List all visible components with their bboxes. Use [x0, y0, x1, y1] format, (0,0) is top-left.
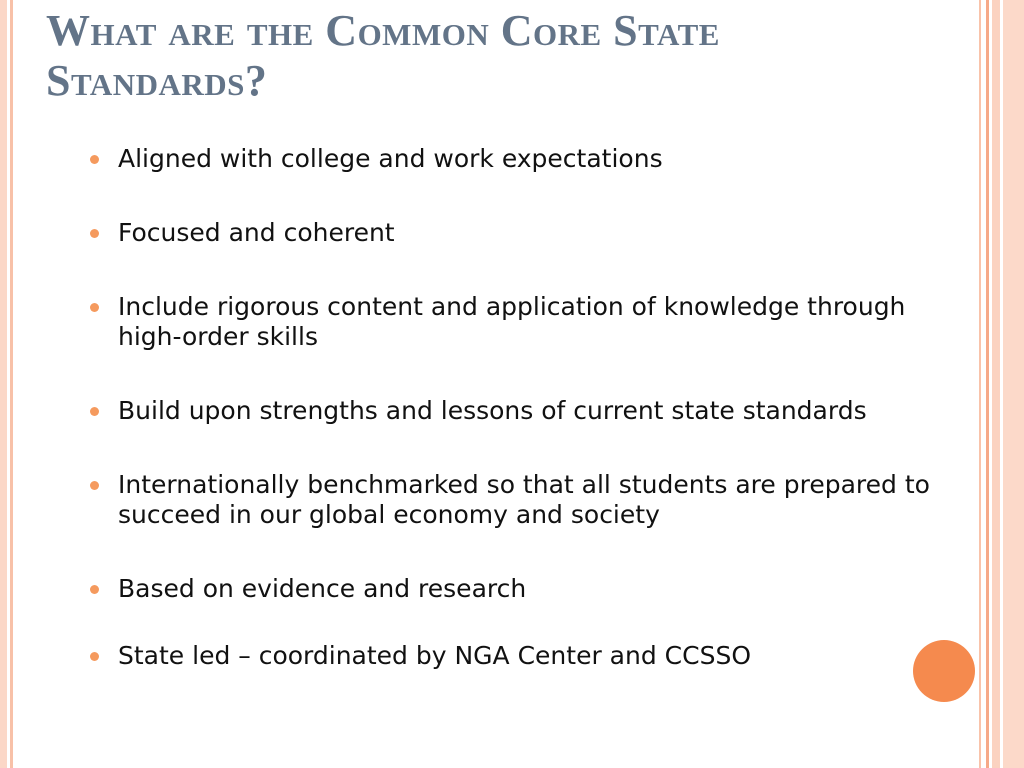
right-border-stripe — [992, 0, 1000, 768]
bullet-text: Focused and coherent — [118, 218, 395, 247]
bullet-text: Based on evidence and research — [118, 574, 527, 603]
bullet-list — [90, 144, 960, 715]
slide-title: What are the Common Core State Standards? — [46, 6, 720, 105]
bullet-item — [90, 218, 960, 248]
bullet-icon — [90, 303, 99, 312]
bullet-icon — [90, 155, 99, 164]
bullet-icon — [90, 481, 99, 490]
bullet-text: Internationally benchmarked so that all students are prepared to succeed in our global economy and society — [118, 470, 930, 529]
left-border-stripe — [10, 0, 13, 768]
bullet-item — [90, 574, 960, 604]
bullet-text: Include rigorous content and application of knowledge through high-order skills — [118, 292, 906, 351]
bullet-icon — [90, 229, 99, 238]
bullet-icon — [90, 652, 99, 661]
bullet-item — [90, 641, 960, 671]
decorative-circle-icon — [913, 640, 975, 702]
bullet-text: State led – coordinated by NGA Center and CCSSO — [118, 641, 751, 670]
bullet-item — [90, 292, 960, 352]
bullet-text: Build upon strengths and lessons of current state standards — [118, 396, 867, 425]
bullet-item — [90, 470, 960, 530]
right-border-stripe — [1003, 0, 1024, 768]
bullet-item — [90, 396, 960, 426]
left-border-stripe — [0, 0, 7, 768]
bullet-item — [90, 144, 960, 174]
bullet-text: Aligned with college and work expectations — [118, 144, 663, 173]
bullet-icon — [90, 407, 99, 416]
bullet-icon — [90, 585, 99, 594]
